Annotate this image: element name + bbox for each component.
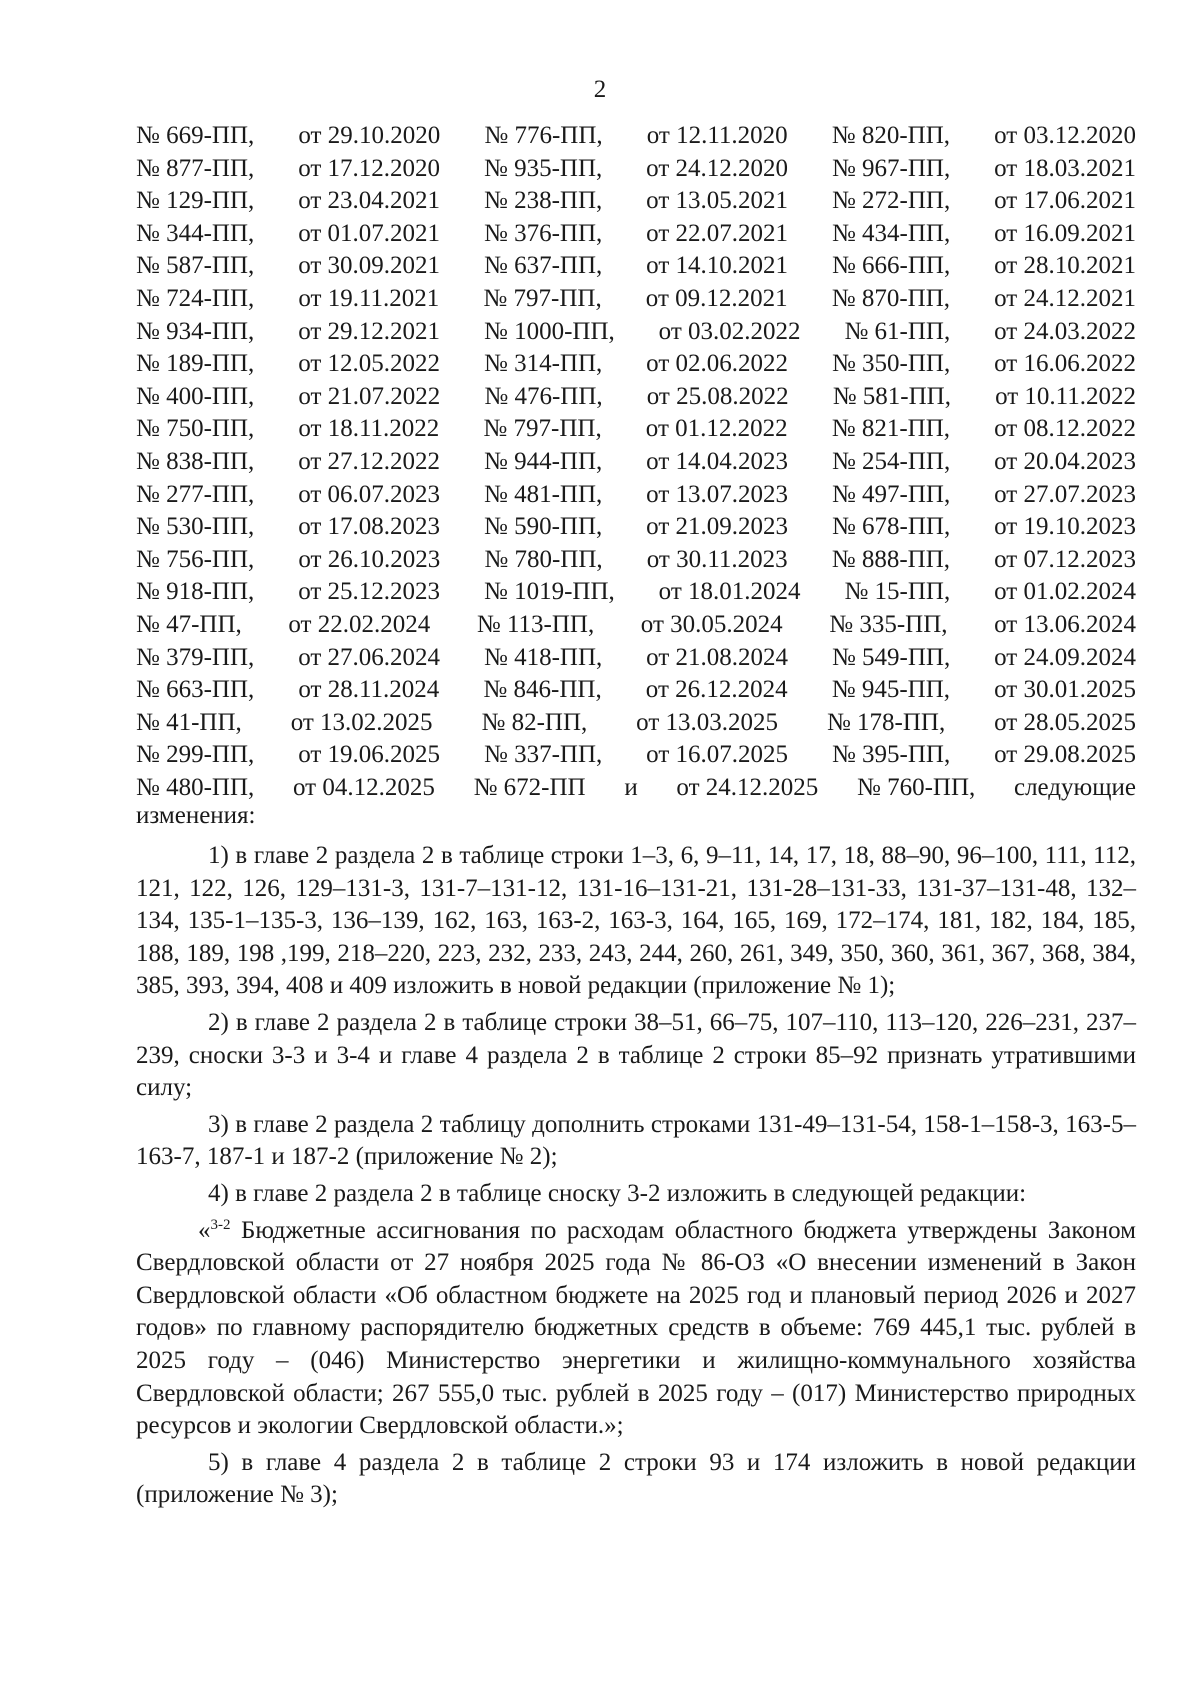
reference-cell: № 1000-ПП, xyxy=(483,317,615,345)
reference-row xyxy=(136,707,1136,740)
reference-cell: № 776-ПП, xyxy=(484,122,603,149)
reference-cell: от 17.12.2020 xyxy=(298,154,441,182)
reference-cell: от 25.08.2022 xyxy=(646,382,789,410)
reference-cell: № 756-ПП, xyxy=(136,545,255,573)
reference-row xyxy=(136,642,1136,675)
reference-cell: от 28.11.2024 xyxy=(298,676,440,704)
reference-cell: от 01.02.2024 xyxy=(994,578,1136,606)
amendments-list xyxy=(136,840,1136,1516)
reference-cell: от 12.11.2020 xyxy=(646,122,788,149)
reference-cell: № 277-ПП, xyxy=(136,480,255,508)
reference-row xyxy=(136,250,1136,283)
reference-cell: от 03.12.2020 xyxy=(994,122,1136,149)
reference-cell: № 944-ПП, xyxy=(483,447,603,475)
reference-cell: № 335-ПП, xyxy=(829,610,948,638)
reference-cell: от 21.07.2022 xyxy=(298,382,441,410)
reference-cell: № 418-ПП, xyxy=(483,643,603,671)
reference-cell: № 724-ПП, xyxy=(136,284,255,312)
amendment-item-2: 2) в главе 2 раздела 2 в таблице строки 38–51, 66–75, 107–110, 113–120, 226–231, 237–239, сноски 3-3 и 3-4 и главе 4 раздела 2 в таблице 2 строки 85–92 признать утратившими силу; xyxy=(136,1008,1136,1102)
reference-row xyxy=(136,739,1136,772)
reference-row xyxy=(136,674,1136,707)
amendment-item-1: 1) в главе 2 раздела 2 в таблице строки 1–3, 6, 9–11, 14, 17, 18, 88–90, 96–100, 111, 112, 121, 122, 126, 129–131-3, 131-7–131-12, 131-16–131-21, 131-28–131-33, 131-37–131-48, 132–134, 135-1–135-3, 136–139, 162, 163, 163-2, 163-3, 164, 165, 169, 172–174, 181, 182, 184, 185, 188, 189, 198 ,199, 218–220, 223, 232, 233, 243, 244, 260, 261, 349, 350, 360, 361, 367, 368, 384, 385, 393, 394, 408 и 409 изложить в новой редакции (приложение № 1); xyxy=(136,842,1136,1000)
reference-cell: от 22.02.2024 xyxy=(288,610,431,638)
reference-cell: от 17.06.2021 xyxy=(994,187,1136,215)
reference-cell: от 04.12.2025 xyxy=(293,773,435,801)
reference-row xyxy=(136,413,1136,446)
reference-cell: от 22.07.2021 xyxy=(646,219,789,247)
reference-cell: от 29.08.2025 xyxy=(994,741,1136,769)
reference-row xyxy=(136,511,1136,544)
reference-cell: № 434-ПП, xyxy=(831,219,951,247)
reference-cell: № 672-ПП xyxy=(473,773,586,801)
reference-cell: № 254-ПП, xyxy=(831,447,951,475)
reference-cell: от 14.04.2023 xyxy=(646,447,789,475)
reference-cell: № 337-ПП, xyxy=(483,741,603,769)
reference-row xyxy=(136,348,1136,381)
reference-cell: № 666-ПП, xyxy=(831,252,951,280)
reference-cell: № 637-ПП, xyxy=(483,252,603,280)
reference-cell: № 15-ПП, xyxy=(844,578,951,606)
reference-cell: от 14.10.2021 xyxy=(646,252,789,280)
reference-row xyxy=(136,772,1136,805)
reference-cell: от 16.06.2022 xyxy=(994,350,1136,378)
footnote-3-2-text xyxy=(136,1215,1136,1443)
reference-cell: от 19.06.2025 xyxy=(298,741,441,769)
reference-cell: от 19.10.2023 xyxy=(994,513,1136,541)
reference-row xyxy=(136,218,1136,251)
reference-cell: № 344-ПП, xyxy=(136,219,255,247)
reference-cell: от 13.02.2025 xyxy=(290,708,433,736)
footnote-body: Бюджетные ассигнования по расходам областного бюджета утверждены Законом Свердловской области от 27 ноября 2025 года № 86-ОЗ «О внесении изменений в Закон Свердловской области «Об областном бюджете на 2025 год и плановый период 2026 и 2027 годов» по главному распорядителю бюджетных средств в объеме: 769 445,1 тыс. рублей в 2025 году – (046) Министерство энергетики и жилищно-коммунального хозяйства Свердловской области; 267 555,0 тыс. рублей в 2025 году – (017) Министерство природных ресурсов и экологии Свердловской области.»; xyxy=(136,1216,1136,1440)
reference-row xyxy=(136,446,1136,479)
reference-cell: № 750-ПП, xyxy=(136,415,255,443)
reference-cell: № 113-ПП, xyxy=(476,610,595,638)
reference-cell: № 61-ПП, xyxy=(844,317,951,345)
reference-cell: от 26.10.2023 xyxy=(298,545,441,573)
reference-row xyxy=(136,283,1136,316)
reference-cell: № 41-ПП, xyxy=(136,708,242,736)
reference-cell: от 23.04.2021 xyxy=(298,187,441,215)
reference-cell: от 13.05.2021 xyxy=(646,187,789,215)
reference-cell: от 28.10.2021 xyxy=(994,252,1136,280)
reference-cell: от 29.12.2021 xyxy=(298,317,441,345)
reference-cell: от 03.02.2022 xyxy=(658,317,801,345)
reference-cell: № 935-ПП, xyxy=(483,154,603,182)
reference-cell: № 797-ПП, xyxy=(483,284,602,312)
amendment-item-3: 3) в главе 2 раздела 2 таблицу дополнить строками 131-49–131-54, 158-1–158-3, 163-5–163-7, 187-1 и 187-2 (приложение № 2); xyxy=(136,1110,1136,1171)
reference-cell: № 530-ПП, xyxy=(136,513,255,541)
reference-cell: № 47-ПП, xyxy=(136,610,242,638)
reference-cell: от 13.03.2025 xyxy=(636,708,779,736)
reference-cell: от 17.08.2023 xyxy=(298,513,441,541)
reference-row xyxy=(136,316,1136,349)
reference-cell: № 476-ПП, xyxy=(484,382,603,410)
reference-cell: от 30.11.2023 xyxy=(646,545,788,573)
reference-row xyxy=(136,381,1136,414)
reference-cell: от 26.12.2024 xyxy=(645,676,788,704)
changes-label: изменения: xyxy=(136,802,256,829)
reference-cell: от 30.09.2021 xyxy=(298,252,441,280)
reference-cell: от 12.05.2022 xyxy=(298,350,441,378)
reference-cell: № 678-ПП, xyxy=(831,513,951,541)
reference-cell: следующие xyxy=(1013,773,1136,801)
amendment-item-5: 5) в главе 4 раздела 2 в таблице 2 строки 93 и 174 изложить в новой редакции (приложение № 3); xyxy=(136,1448,1136,1509)
reference-cell: от 28.05.2025 xyxy=(994,708,1136,736)
reference-cell: от 18.11.2022 xyxy=(298,415,440,443)
reference-cell: от 24.12.2020 xyxy=(646,154,789,182)
reference-cell: № 480-ПП, xyxy=(136,773,255,801)
reference-cell: № 549-ПП, xyxy=(831,643,951,671)
reference-cell: № 314-ПП, xyxy=(483,350,603,378)
reference-cell: от 24.03.2022 xyxy=(994,317,1136,345)
reference-cell: от 06.07.2023 xyxy=(298,480,441,508)
reference-cell: № 820-ПП, xyxy=(831,122,951,149)
reference-cell: от 10.11.2022 xyxy=(995,382,1136,410)
reference-cell: № 590-ПП, xyxy=(483,513,603,541)
reference-cell: № 497-ПП, xyxy=(831,480,951,508)
reference-cell: № 797-ПП, xyxy=(483,415,602,443)
reference-cell: от 21.09.2023 xyxy=(646,513,789,541)
reference-cell: от 02.06.2022 xyxy=(646,350,789,378)
reference-cell: № 760-ПП, xyxy=(856,773,976,801)
reference-cell: № 400-ПП, xyxy=(136,382,255,410)
reference-row xyxy=(136,576,1136,609)
reference-row xyxy=(136,609,1136,642)
footnote-superscript: 3-2 xyxy=(210,1216,231,1233)
reference-cell: от 27.12.2022 xyxy=(298,447,441,475)
reference-cell: № 189-ПП, xyxy=(136,350,255,378)
reference-cell: от 09.12.2021 xyxy=(645,284,788,312)
reference-cell: от 24.12.2025 xyxy=(676,773,819,801)
reference-cell: № 1019-ПП, xyxy=(483,578,615,606)
reference-cell: № 918-ПП, xyxy=(136,578,255,606)
reference-cell: № 272-ПП, xyxy=(831,187,951,215)
reference-cell: № 379-ПП, xyxy=(136,643,255,671)
reference-row xyxy=(136,479,1136,512)
reference-cell: № 129-ПП, xyxy=(136,187,255,215)
reference-cell: от 30.01.2025 xyxy=(994,676,1136,704)
reference-cell: от 27.06.2024 xyxy=(298,643,441,671)
reference-cell: от 01.07.2021 xyxy=(298,219,441,247)
reference-cell: от 18.01.2024 xyxy=(658,578,801,606)
reference-cell: от 13.06.2024 xyxy=(994,610,1136,638)
amendment-item-4: 4) в главе 2 раздела 2 в таблице сноску 3-2 изложить в следующей редакции: xyxy=(208,1179,1027,1207)
page-number: 2 xyxy=(593,76,607,103)
reference-row xyxy=(136,153,1136,186)
reference-cell: № 481-ПП, xyxy=(483,480,603,508)
reference-cell: от 20.04.2023 xyxy=(994,447,1136,475)
reference-cell: № 587-ПП, xyxy=(136,252,255,280)
reference-cell: от 19.11.2021 xyxy=(298,284,440,312)
reference-cell: № 945-ПП, xyxy=(831,676,951,704)
reference-cell: № 870-ПП, xyxy=(831,284,951,312)
reference-cell: № 663-ПП, xyxy=(136,676,255,704)
reference-cell: № 376-ПП, xyxy=(483,219,603,247)
reference-cell: от 25.12.2023 xyxy=(298,578,441,606)
reference-cell: № 846-ПП, xyxy=(483,676,602,704)
reference-row xyxy=(136,185,1136,218)
reference-cell: от 30.05.2024 xyxy=(640,610,783,638)
reference-cell: № 934-ПП, xyxy=(136,317,255,345)
reference-cell: от 16.07.2025 xyxy=(646,741,789,769)
reference-cell: № 178-ПП, xyxy=(826,708,946,736)
reference-cell: от 18.03.2021 xyxy=(994,154,1136,182)
reference-cell: № 838-ПП, xyxy=(136,447,255,475)
reference-cell: № 350-ПП, xyxy=(831,350,951,378)
reference-cell: № 299-ПП, xyxy=(136,741,255,769)
reference-row xyxy=(136,120,1136,153)
reference-cell: от 27.07.2023 xyxy=(994,480,1136,508)
reference-cell: от 16.09.2021 xyxy=(994,219,1136,247)
reference-cell: от 13.07.2023 xyxy=(646,480,789,508)
reference-cell: № 821-ПП, xyxy=(831,415,951,443)
quote-open-mark: « xyxy=(198,1216,211,1244)
reference-cell: № 669-ПП, xyxy=(136,122,255,149)
reference-cell: от 24.12.2021 xyxy=(994,284,1136,312)
reference-cell: № 581-ПП, xyxy=(832,382,951,410)
reference-cell: № 967-ПП, xyxy=(831,154,951,182)
resolution-reference-list xyxy=(136,120,1136,804)
reference-cell: от 21.08.2024 xyxy=(646,643,789,671)
reference-cell: от 01.12.2022 xyxy=(645,415,788,443)
reference-cell: от 08.12.2022 xyxy=(994,415,1136,443)
reference-cell: № 780-ПП, xyxy=(484,545,603,573)
reference-cell: № 877-ПП, xyxy=(136,154,255,182)
reference-cell: № 888-ПП, xyxy=(831,545,951,573)
reference-cell: и xyxy=(624,773,638,801)
reference-cell: от 29.10.2020 xyxy=(298,122,441,149)
reference-row xyxy=(136,544,1136,577)
reference-cell: № 238-ПП, xyxy=(483,187,603,215)
reference-cell: № 395-ПП, xyxy=(831,741,951,769)
reference-cell: от 07.12.2023 xyxy=(994,545,1136,573)
reference-cell: от 24.09.2024 xyxy=(994,643,1136,671)
reference-cell: № 82-ПП, xyxy=(481,708,588,736)
